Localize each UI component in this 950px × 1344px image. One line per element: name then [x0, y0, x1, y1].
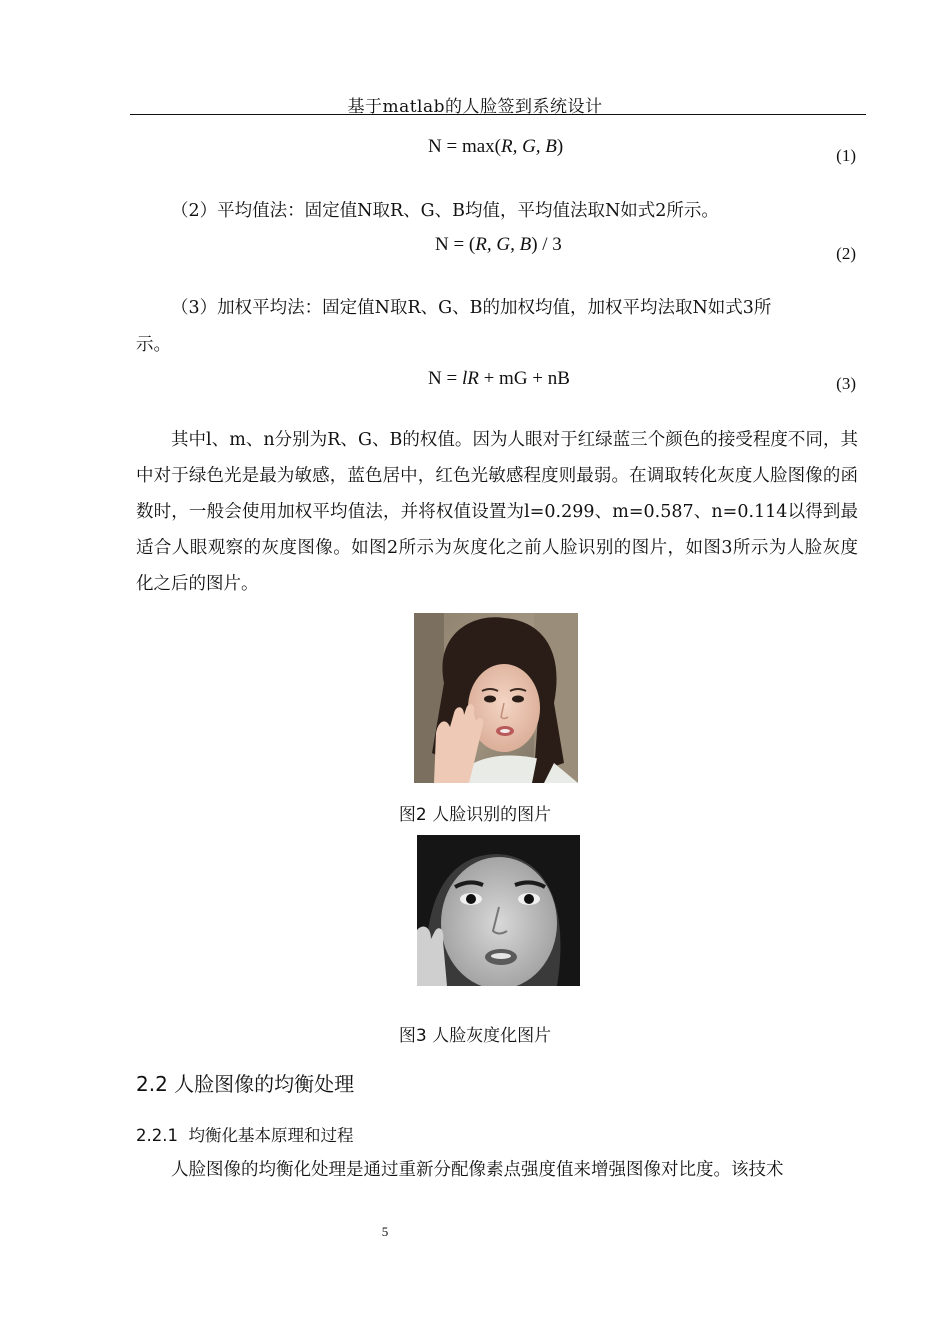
equation-3-term1: lR	[461, 368, 479, 389]
figure-2-caption: 图2 人脸识别的图片	[398, 805, 552, 825]
equation-1	[428, 136, 563, 158]
paragraph-average-method: （2）平均值法：固定值N取R、G、B均值，平均值法取N如式2所示。	[171, 201, 719, 221]
paragraph-weighted-line2: 示。	[136, 335, 171, 355]
equation-3-number: (3)	[836, 374, 856, 393]
paragraph-weights: 其中l、m、n分别为R、G、B的权值。因为人眼对于红绿蓝三个颜色的接受程度不同，其中对于绿色光是最为敏感，蓝色居中，红色光敏感程度则最弱。在调取转化灰度人脸图像的函数时，一般会使用加权平均值法，并将权值设置为l=0.299、m=0.587、n=0.114以得到最适合人眼观察的灰度图像。如图2所示为灰度化之前人脸识别的图片，如图3所示为人脸灰度化之后的图片。	[136, 430, 858, 594]
figure-3-image	[417, 835, 580, 986]
equation-2-vars: R, G, B	[475, 234, 532, 255]
subsection-heading-2-2-1	[136, 1122, 353, 1146]
equation-3-rest: + mG + nB	[478, 368, 570, 389]
figure-3-caption: 图3 人脸灰度化图片	[398, 1026, 552, 1046]
paragraph-weighted-line1: （3）加权平均法：固定值N取R、G、B的加权均值，加权平均法取N如式3所	[171, 298, 772, 318]
paragraph-equalization: 人脸图像的均衡化处理是通过重新分配像素点强度值来增强图像对比度。该技术	[171, 1160, 784, 1180]
equation-1-func: max(	[461, 136, 501, 157]
grayscale-face-photo	[417, 835, 580, 986]
figure-2-image	[414, 613, 578, 783]
section-heading-2-2: 2.2 人脸图像的均衡处理	[136, 1072, 355, 1096]
header-divider	[130, 114, 866, 115]
running-header: 基于matlab的人脸签到系统设计	[347, 97, 603, 117]
equation-3-lhs: N =	[428, 368, 462, 389]
color-face-photo	[414, 613, 578, 783]
equation-1-vars: R, G, B	[500, 136, 557, 157]
equation-2-lhs: N = (	[435, 234, 476, 255]
equation-1-number: (1)	[836, 146, 856, 165]
subsection-number: 2.2.1	[136, 1126, 178, 1145]
subsection-title: 均衡化基本原理和过程	[188, 1126, 354, 1145]
page-number: 5	[381, 1224, 389, 1239]
equation-2-number: (2)	[836, 244, 856, 263]
equation-2	[435, 234, 562, 256]
equation-3	[428, 368, 570, 390]
equation-1-lhs: N =	[428, 136, 462, 157]
equation-2-tail: ) / 3	[531, 234, 562, 255]
equation-1-close: )	[556, 136, 564, 157]
